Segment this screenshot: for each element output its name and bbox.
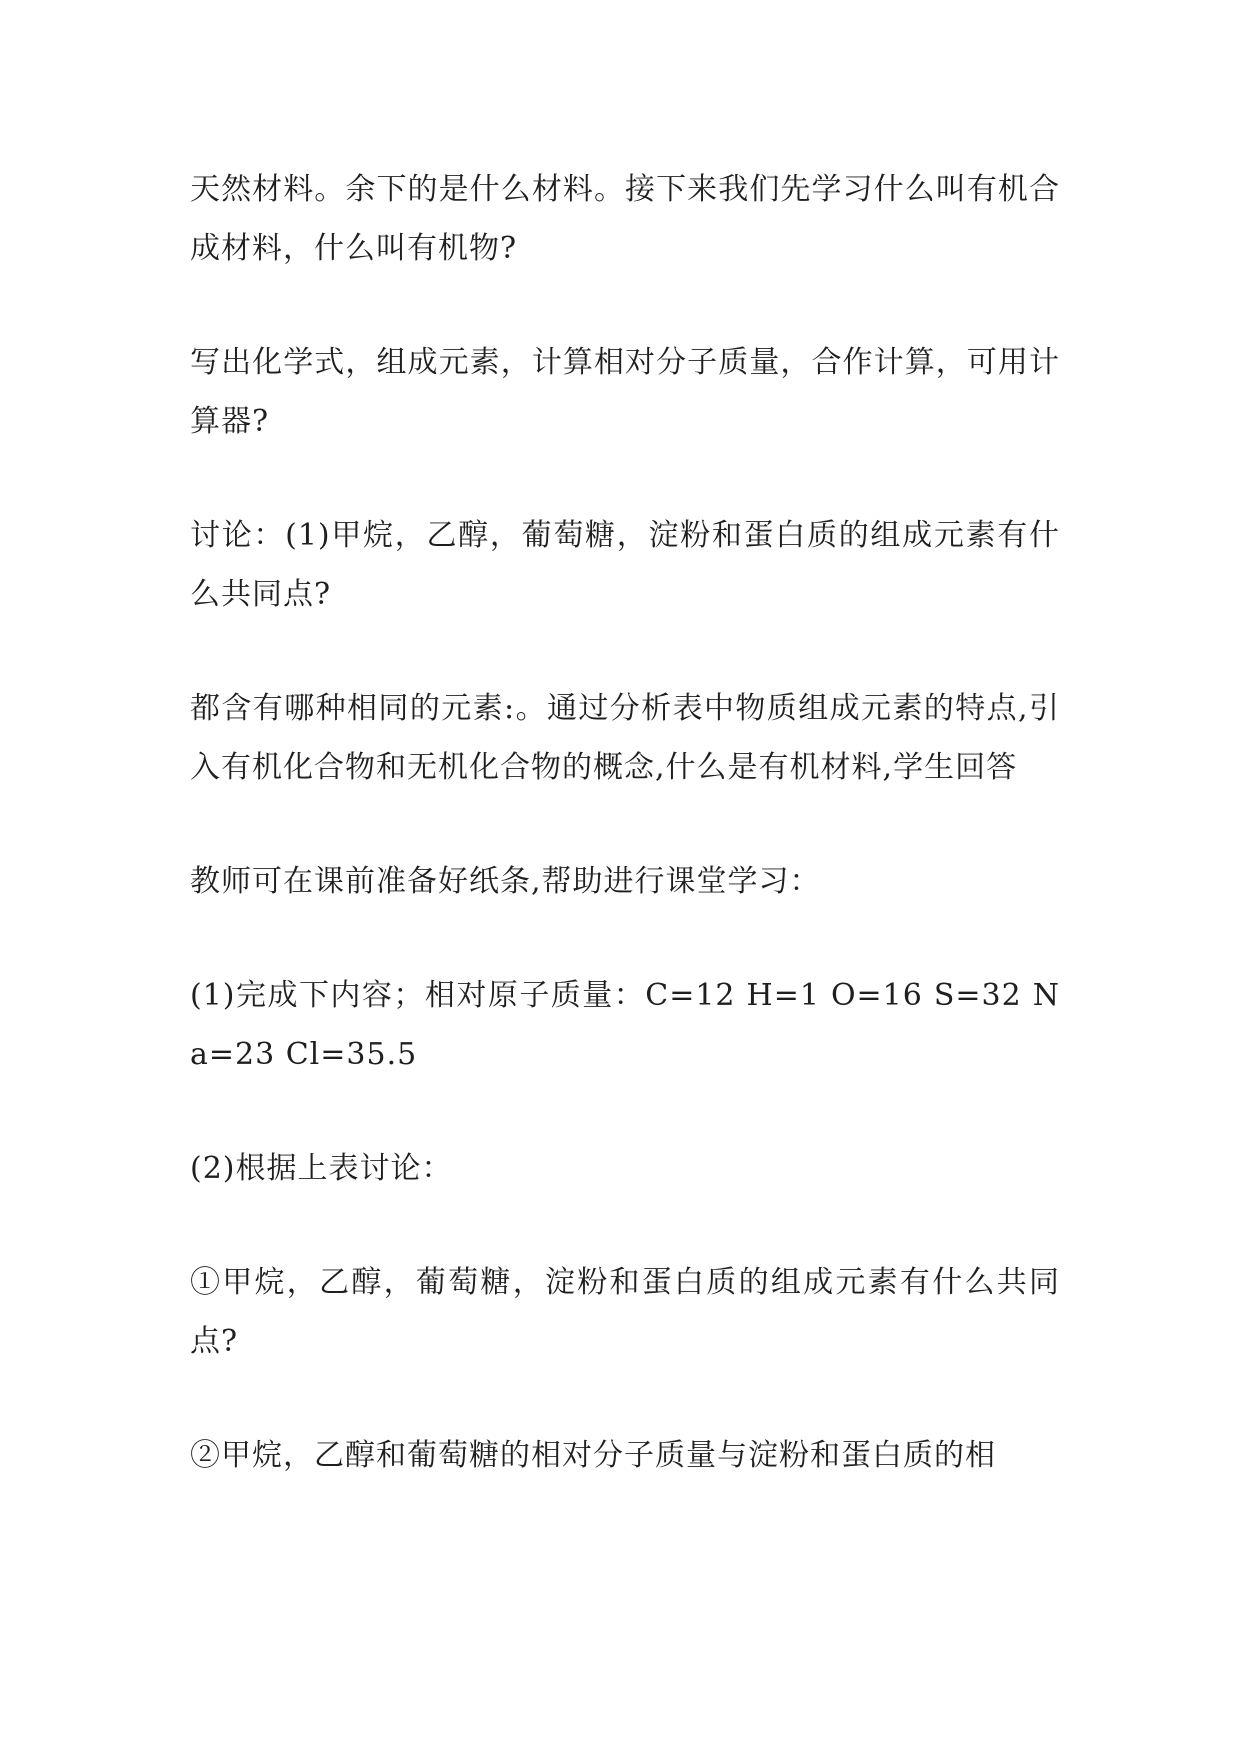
- paragraph-2: 写出化学式，组成元素，计算相对分子质量，合作计算，可用计算器?: [190, 345, 1060, 439]
- paragraph-8: ①甲烷，乙醇，葡萄糖，淀粉和蛋白质的组成元素有什么共同点?: [190, 1265, 1060, 1359]
- paragraph-7: (2)根据上表讨论：: [190, 1151, 453, 1186]
- paragraph-4: 都含有哪种相同的元素:。通过分析表中物质组成元素的特点,引入有机化合物和无机化合物的概念,什么是有机材料,学生回答: [190, 691, 1060, 785]
- paragraph-9: ②甲烷，乙醇和葡萄糖的相对分子质量与淀粉和蛋白质的相: [190, 1438, 996, 1473]
- paragraph-1: 天然材料。余下的是什么材料。接下来我们先学习什么叫有机合成材料，什么叫有机物?: [190, 172, 1060, 266]
- document-body: [190, 160, 1060, 1540]
- paragraph-3: 讨论：(1)甲烷，乙醇，葡萄糖，淀粉和蛋白质的组成元素有什么共同点?: [190, 518, 1060, 612]
- paragraph-5: 教师可在课前准备好纸条,帮助进行课堂学习：: [190, 864, 821, 899]
- paragraph-6: (1)完成下内容；相对原子质量：C=12 H=1 O=16 S=32 Na=23 Cl=35.5: [190, 978, 1060, 1072]
